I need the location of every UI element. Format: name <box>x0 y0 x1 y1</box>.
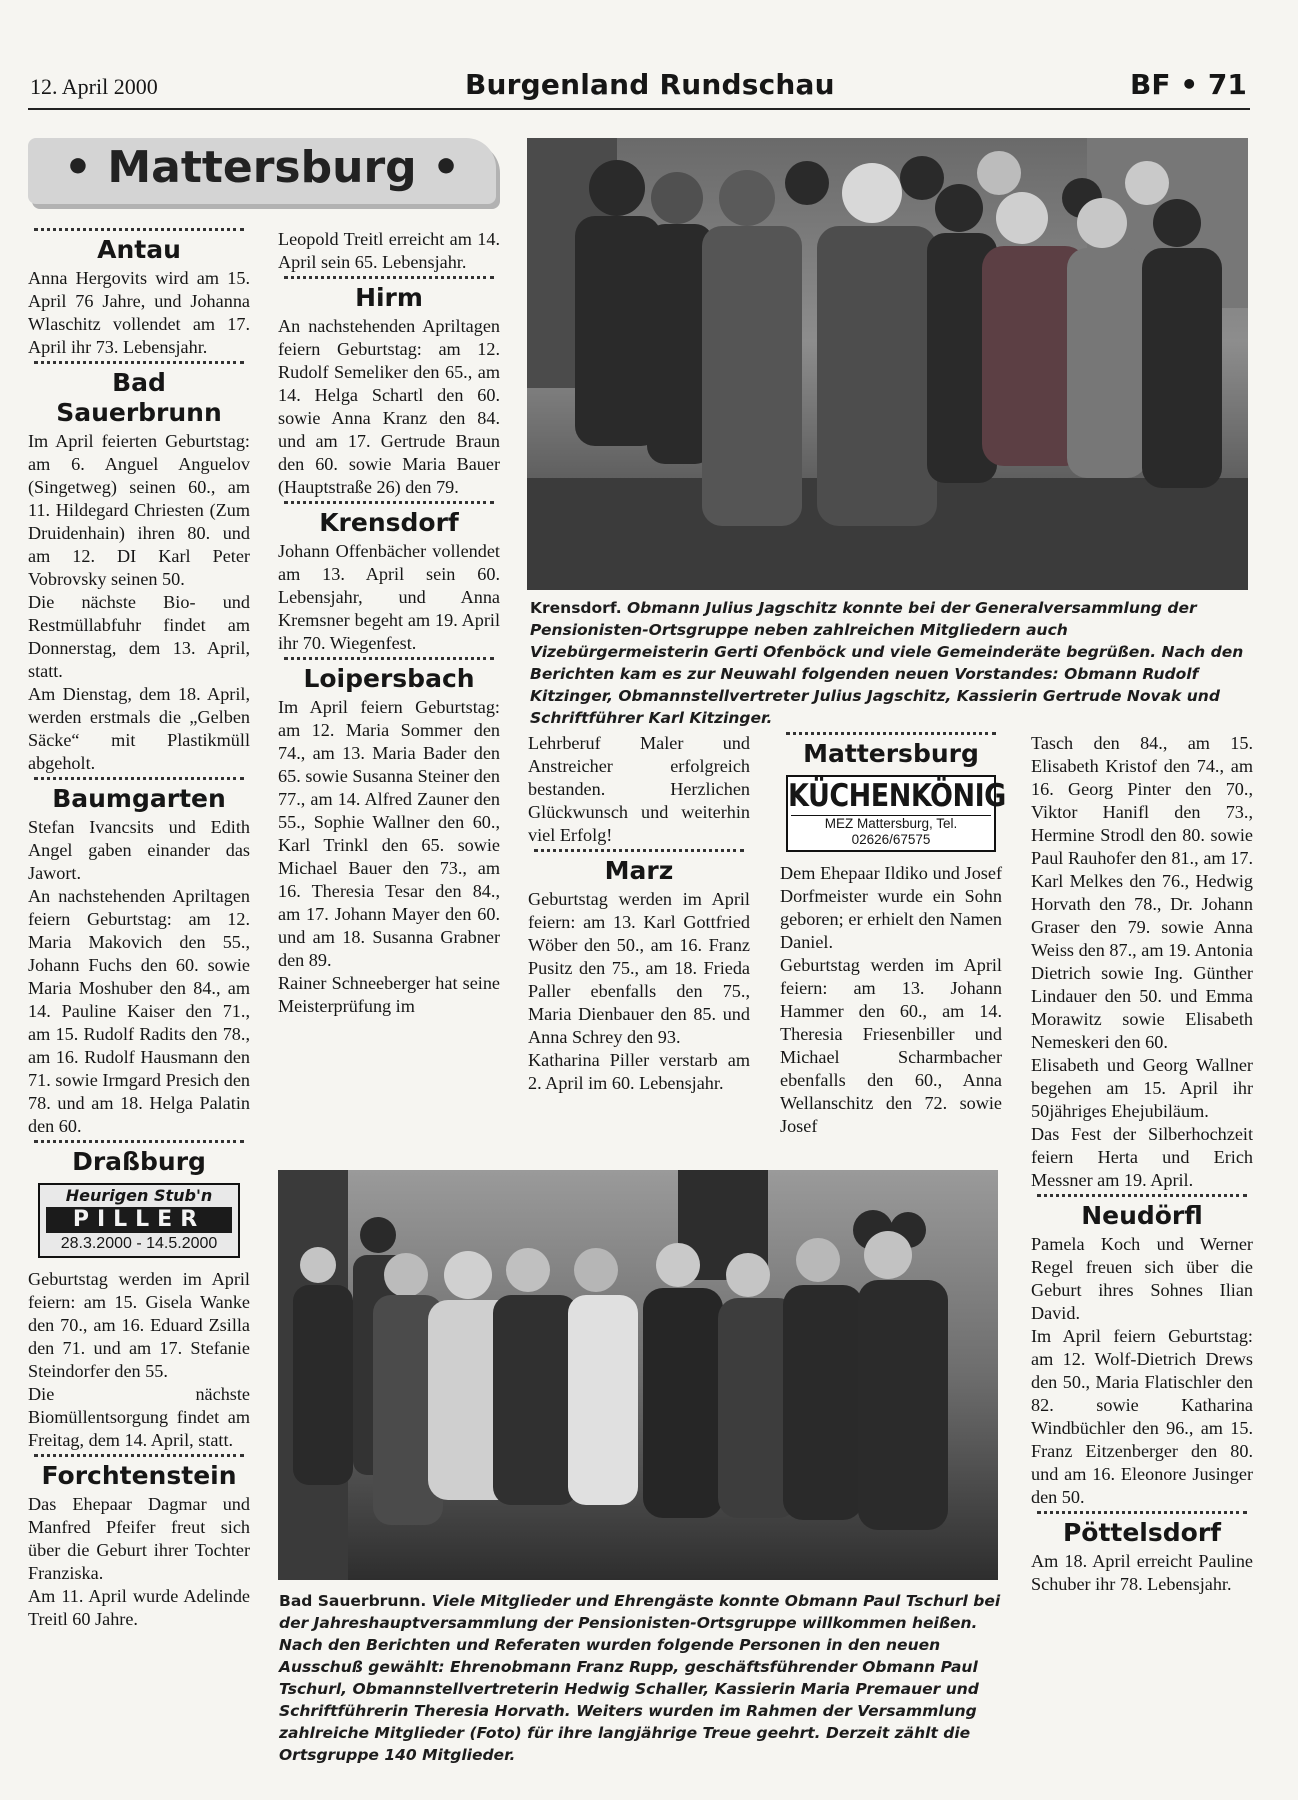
dotted-divider <box>34 228 244 231</box>
dotted-divider <box>534 849 744 852</box>
section-mattersburg <box>780 732 1006 1138</box>
dotted-divider <box>1037 1194 1247 1197</box>
paragraph: Am 11. April wurde Adelinde Treitl 60 Jahre. <box>28 1586 250 1629</box>
paragraph: Im April feiern Geburtstag: am 12. Wolf-Dietrich Drews den 50., Maria Flatischler den 82. sowie Katharina Windbüchler den 96., am 15. Franz Eitzenberger den 80. und am 16. Eleonore Jusinger den 50. <box>1031 1326 1253 1507</box>
paragraph: Tasch den 84., am 15. Elisabeth Kristof den 74., am 16. Georg Pinter den 70., Viktor Hanifl den 73., Hermine Strodl den 80. sowie Paul Rauhofer den 81., am 17. Karl Melkes den 76., Hedwig Horvath den 78., Dr. Johann Graser den 79. sowie Anna Weiss den 87., am 19. Antonia Dietrich sowie Ing. Günther Lindauer den 50. und Emma Morawitz sowie Elisabeth Nemeskeri den 60. <box>1031 733 1253 1052</box>
paragraph: Lehrberuf Maler und Anstreicher erfolgreich bestanden. Herzlichen Glückwunsch und weiterhin viel Erfolg! <box>528 733 750 845</box>
paragraph: Johann Offenbächer vollendet am 13. April sein 60. Lebensjahr, und Anna Kremsner begeht am 19. April ihr 70. Wiegenfest. <box>278 541 500 653</box>
paragraph: Die nächste Bio- und Restmüllabfuhr findet am Donnerstag, dem 13. April, statt. <box>28 592 250 681</box>
caption-text: Viele Mitglieder und Ehrengäste konnte Obmann Paul Tschurl bei der Jahreshauptversammlung der Pensionisten-Ortsgruppe willkommen heißen. Nach den Berichten und Referaten wurden folgende Personen in den neuen Ausschuß gewählt: Ehrenobmann Franz Rupp, geschäftsführender Obmann Paul Tschurl, Obmannstellvertreterin Hedwig Schaller, Kassierin Maria Premauer und Schriftführerin Theresia Horvath. Weiters wurden im Rahmen der Versammlung zahlreiche Mitglieder (Foto) für ihre langjährige Treue geehrt. Derzeit zählt die Ortsgruppe 140 Mitglieder. <box>279 1592 1001 1764</box>
publication-title: Burgenland Rundschau <box>465 68 835 101</box>
page-number: BF • 71 <box>1130 68 1247 101</box>
paragraph: Geburtstag werden im April feiern: am 13. Johann Hammer den 60., am 14. Theresia Friesenbiller und Michael Scharmbacher ebenfalls den 60., Anna Wellanschitz den 72. sowie Josef <box>780 955 1002 1136</box>
paragraph: Dem Ehepaar Ildiko und Josef Dorfmeister wurde ein Sohn geboren; er erhielt den Namen Daniel. <box>780 863 1002 952</box>
ad-line1: KÜCHENKÖNIG <box>788 778 1006 815</box>
section-title: Marz <box>604 856 674 885</box>
kuechenkoenig-ad <box>786 775 1006 852</box>
dotted-divider <box>34 777 244 780</box>
paragraph: Leopold Treitl erreicht am 14. April sein 65. Lebensjahr. <box>278 229 500 272</box>
dotted-divider <box>284 276 494 279</box>
section-baumgarten <box>28 777 250 1138</box>
paragraph: Anna Hergovits wird am 15. April 76 Jahre, und Johanna Wlaschitz vollendet am 17. April ihr 73. Lebensjahr. <box>28 268 250 357</box>
section-title: Pöttelsdorf <box>1062 1518 1222 1547</box>
section-title: Bad Sauerbrunn <box>56 368 222 427</box>
section-hirm <box>278 276 500 499</box>
section-poettelsdorf <box>1031 1511 1253 1596</box>
issue-date: 12. April 2000 <box>30 74 158 99</box>
paragraph: Im April feiern Geburtstag: am 12. Maria Sommer den 74., am 13. Maria Bader den 65. sowie Susanna Steiner den 77., am 14. Alfred Zauner den 55., Sophie Wallner den 60., Karl Trinkl den 65. sowie Michael Bauer den 73., am 16. Theresia Tesar den 84., am 17. Johann Mayer den 60. und am 18. Susanna Grabner den 89. <box>278 697 500 970</box>
section-title: Hirm <box>355 283 423 312</box>
paragraph: An nachstehenden Apriltagen feiern Geburtstag: am 12. Rudolf Semeliker den 65., am 14. Helga Schartl den 60. sowie Anna Kranz den 84. und am 17. Gertrude Braun den 60. sowie Maria Bauer (Hauptstraße 26) den 79. <box>278 316 500 497</box>
section-continued <box>278 228 500 274</box>
dotted-divider <box>786 732 996 735</box>
section-title: Loipersbach <box>303 664 475 693</box>
section-forchtenstein <box>28 1454 250 1631</box>
region-headline: • Mattersburg • <box>63 142 461 193</box>
section-marz <box>528 849 750 1095</box>
dotted-divider <box>284 657 494 660</box>
paragraph: Die nächste Biomüllentsorgung findet am Freitag, dem 14. April, statt. <box>28 1384 250 1450</box>
section-continued <box>1031 732 1253 1192</box>
paragraph: Am Dienstag, dem 18. April, werden erstmals die „Gelben Säcke“ mit Plastikmüll abgeholt. <box>28 684 250 773</box>
section-title: Baumgarten <box>52 784 226 813</box>
section-title: Forchtenstein <box>41 1461 237 1490</box>
section-loipersbach <box>278 657 500 1018</box>
dotted-divider <box>284 501 494 504</box>
column-4 <box>780 732 1006 1140</box>
section-neudoerfl <box>1031 1194 1253 1509</box>
ad-line1: Heurigen Stub'n <box>65 1186 213 1205</box>
group-photo-placeholder <box>527 138 1248 590</box>
column-5 <box>1031 732 1253 1598</box>
column-2 <box>278 228 500 1020</box>
paragraph: Das Fest der Silberhochzeit feiern Herta und Erich Messner am 19. April. <box>1031 1124 1253 1190</box>
dotted-divider <box>34 1454 244 1457</box>
krensdorf-photo <box>527 138 1248 590</box>
paragraph: Katharina Piller verstarb am 2. April im 60. Lebensjahr. <box>528 1050 750 1093</box>
section-drassburg <box>28 1140 250 1452</box>
column-3 <box>528 732 750 1097</box>
paragraph: Pamela Koch und Werner Regel freuen sich über die Geburt ihres Sohnes Ilian David. <box>1031 1234 1253 1323</box>
section-krensdorf <box>278 501 500 655</box>
section-continued <box>528 732 750 847</box>
section-antau <box>28 228 250 359</box>
section-title: Mattersburg <box>803 739 979 768</box>
dotted-divider <box>34 361 244 364</box>
header-rule <box>28 108 1250 110</box>
paragraph: Stefan Ivancsits und Edith Angel gaben einander das Jawort. <box>28 817 250 883</box>
paragraph: Am 18. April erreicht Pauline Schuber ihr 78. Lebensjahr. <box>1031 1551 1253 1594</box>
paragraph: Elisabeth und Georg Wallner begehen am 15. April ihr 50jähriges Ehejubiläum. <box>1031 1055 1253 1121</box>
paragraph: Im April feierten Geburtstag: am 6. Anguel Anguelov (Singetweg) seinen 60., am 11. Hildegard Chriesten (Zum Druidenhain) ihren 80. und am 12. DI Karl Peter Vobrovsky seinen 50. <box>28 431 250 589</box>
krensdorf-caption <box>530 597 1250 729</box>
dotted-divider <box>34 1140 244 1143</box>
ad-line2: PILLER <box>46 1207 232 1233</box>
region-headline-box <box>28 138 496 204</box>
heurigen-piller-ad <box>38 1183 240 1258</box>
column-1 <box>28 228 250 1633</box>
ad-line2: MEZ Mattersburg, Tel. 02626/67575 <box>791 815 991 848</box>
group-photo-placeholder <box>278 1170 998 1580</box>
caption-text: Obmann Julius Jagschitz konnte bei der Generalversammlung der Pensionisten-Ortsgruppe neben zahlreichen Mitgliedern auch Vizebürgermeisterin Gerti Ofenböck und viele Gemeinderäte begrüßen. Nach den Berichten kam es zur Neuwahl folgenden neuen Vorstandes: Obmann Rudolf Kitzinger, Obmannstellvertreter Julius Jagschitz, Kassierin Gertrude Novak und Schriftführer Karl Kitzinger. <box>530 599 1244 727</box>
caption-place: Krensdorf. <box>530 599 622 617</box>
paragraph: An nachstehenden Apriltagen feiern Geburtstag: am 12. Maria Makovich den 55., Johann Fuchs den 60. sowie Maria Moshuber den 84., am 14. Pauline Kaiser den 71., am 15. Rudolf Radits den 78., am 16. Rudolf Hausmann den 71. sowie Irmgard Presich den 78. und am 18. Helga Palatin den 60. <box>28 886 250 1136</box>
paragraph: Geburtstag werden im April feiern: am 15. Gisela Wanke den 70., am 16. Eduard Zsilla den 71. und am 17. Stefanie Steindorfer den 55. <box>28 1269 250 1381</box>
bad-sauerbrunn-caption <box>279 1590 1001 1766</box>
section-title: Neudörfl <box>1081 1201 1203 1230</box>
paragraph: Geburtstag werden im April feiern: am 13. Karl Gottfried Wöber den 50., am 16. Franz Pusitz den 75., am 18. Frieda Paller ebenfalls den 75., Maria Dienbauer den 85. und Anna Schrey den 93. <box>528 889 750 1047</box>
dotted-divider <box>1037 1511 1247 1514</box>
section-title: Antau <box>97 235 181 264</box>
paragraph: Rainer Schneeberger hat seine Meisterprüfung im <box>278 973 500 1016</box>
section-bad-sauerbrunn <box>28 361 250 775</box>
section-title: Krensdorf <box>319 508 459 537</box>
paragraph: Das Ehepaar Dagmar und Manfred Pfeifer freut sich über die Geburt ihrer Tochter Franziska. <box>28 1494 250 1583</box>
bad-sauerbrunn-photo <box>278 1170 998 1580</box>
section-title: Draßburg <box>72 1147 206 1176</box>
ad-line3: 28.3.2000 - 14.5.2000 <box>60 1235 218 1252</box>
caption-place: Bad Sauerbrunn. <box>279 1592 427 1610</box>
